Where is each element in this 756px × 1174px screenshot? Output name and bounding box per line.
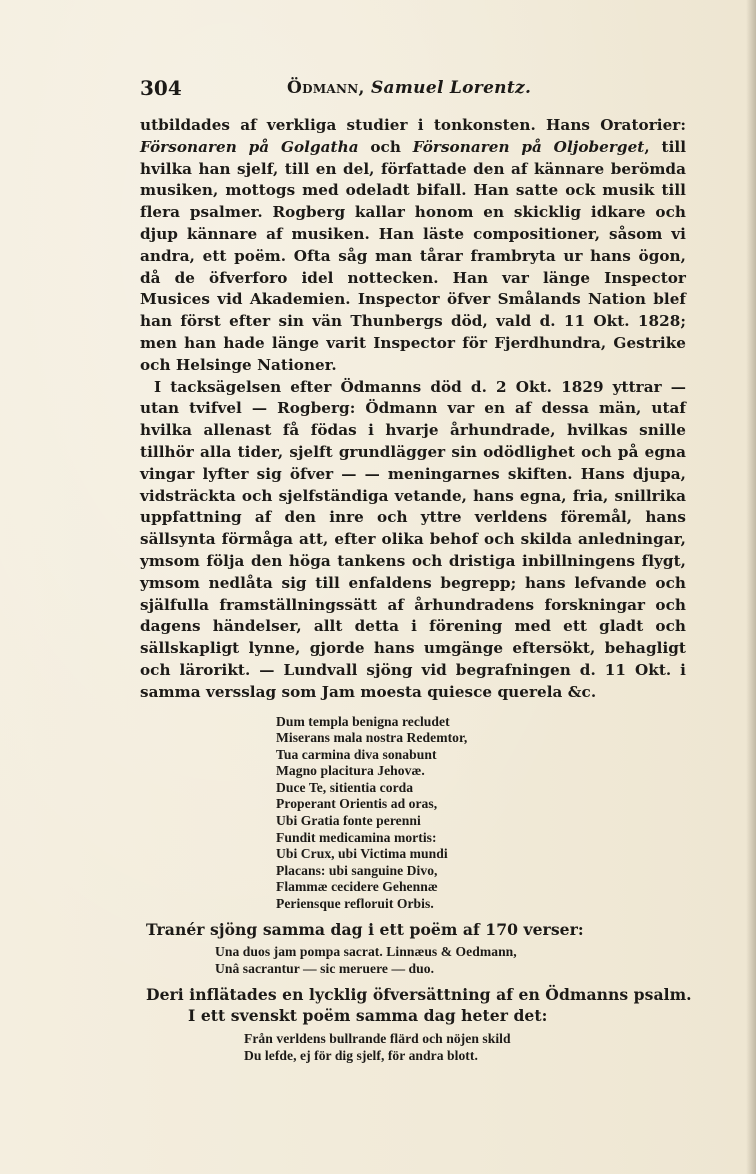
running-head-surname: Ödmann,	[287, 78, 365, 98]
text-run: , till hvilka han sjelf, till en del, författade den af kännare berömda musiken, mottogs med odeladt bifall. Han satte ock musik till flera psalmer. Rogberg kallar honom en skicklig idkare och djup kännare af musiken. Han läste compositioner, såsom vi andra, ett poëm. Ofta såg man tårar frambryta ur hans ögon, då de öfverforo idel nottecken. Han var länge Inspector Musices vid Akademien. Inspector öfver Smålands Nation blef han först efter sin vän Thunbergs död, vald d. 11 Okt. 1828; men han hade länge varit Inspector för Fjerdhundra, Gestrike och Helsinge Nationer.	[140, 137, 687, 374]
verse-line: Från verldens bullrande flärd och nöjen skild	[244, 1031, 511, 1047]
running-header	[136, 76, 656, 100]
verse-line: Magno placitura Jehovæ.	[276, 763, 425, 779]
latin-couplet	[140, 944, 686, 977]
verse-line: Properant Orientis ad oras,	[276, 796, 438, 812]
verse-line: Ubi Crux, ubi Victima mundi	[276, 846, 448, 862]
verse-line: Miserans mala nostra Redemtor,	[276, 730, 468, 746]
verse-line: Ubi Gratia fonte perenni	[276, 813, 421, 829]
oratorio-title-golgatha: Försonaren på Golgatha	[140, 137, 359, 156]
line-psalm: Deri inflätades en lycklig öfversättning af en Ödmanns psalm.	[146, 984, 692, 1004]
paragraph-tacksagelse: I tacksägelsen efter Ödmanns död d. 2 Okt. 1829 yttrar — utan tvifvel — Rogberg: Ödmann var en af dessa män, utaf hvilka allenast få födas i hvarje århundrade, hvilkas snille tillhör alla tider, sjelft grundlägger sin odödlighet och på egna vingar lyfter sig öfver — — meningarnes skiften. Hans djupa, vidsträckta och sjelfständiga vetande, hans egna, fria, snillrika uppfattning af den inre och yttre verldens föremål, hans sällsynta förmåga att, efter olika behof och skilda anledningar, ymsom följa den höga tankens och dristiga inbillningens flygt, ymsom nedlåta sig till enfaldens begrepp; hans lefvande och själfulla framställningssätt af århundradens forskningar och dagens händelser, allt detta i förening med ett gladt och sällskapligt lynne, gjorde hans umgänge eftersökt, behagligt och lärorikt. — Lundvall sjöng vid begrafningen d. 11 Okt. i samma versslag som Jam moesta quiesce querela &c.	[140, 377, 686, 701]
verse-line: Fundit medicamina mortis:	[276, 829, 437, 845]
verse-line: Flammæ cecidere Gehennæ	[276, 879, 438, 895]
running-head-given-names: Samuel Lorentz.	[370, 78, 532, 98]
running-head-title	[287, 78, 531, 98]
verse-line: Dum templa benigna recludet	[276, 713, 450, 729]
swedish-couplet	[140, 1031, 686, 1064]
paragraph-oratorios	[140, 115, 686, 377]
verse-line: Placans: ubi sanguine Divo,	[276, 862, 438, 878]
page-body	[140, 115, 692, 1064]
verse-line: Duce Te, sitientia corda	[276, 779, 414, 795]
verse-line: Tua carmina diva sonabunt	[276, 746, 437, 762]
line-svenskt: I ett svenskt poëm samma dag heter det:	[188, 1006, 548, 1026]
page-number: 304	[140, 76, 182, 100]
text-run: och	[358, 137, 413, 156]
page-edge-shadow	[746, 0, 756, 1174]
line-traner: Tranér sjöng samma dag i ett poëm af 170 verser:	[146, 919, 584, 939]
text-run: utbildades af verkliga studier i tonkonsten. Hans Oratorier:	[140, 116, 686, 134]
latin-verse	[140, 714, 686, 913]
verse-line: Una duos jam pompa sacrat. Linnæus & Oedmann,	[215, 944, 517, 960]
verse-line: Du lefde, ej för dig sjelf, för andra blott.	[244, 1047, 478, 1063]
verse-line: Unâ sacrantur — sic meruere — duo.	[215, 961, 435, 977]
verse-line: Periensque refloruit Orbis.	[276, 896, 434, 912]
oratorio-title-oljoberget: Försonaren på Oljoberget	[412, 137, 645, 156]
